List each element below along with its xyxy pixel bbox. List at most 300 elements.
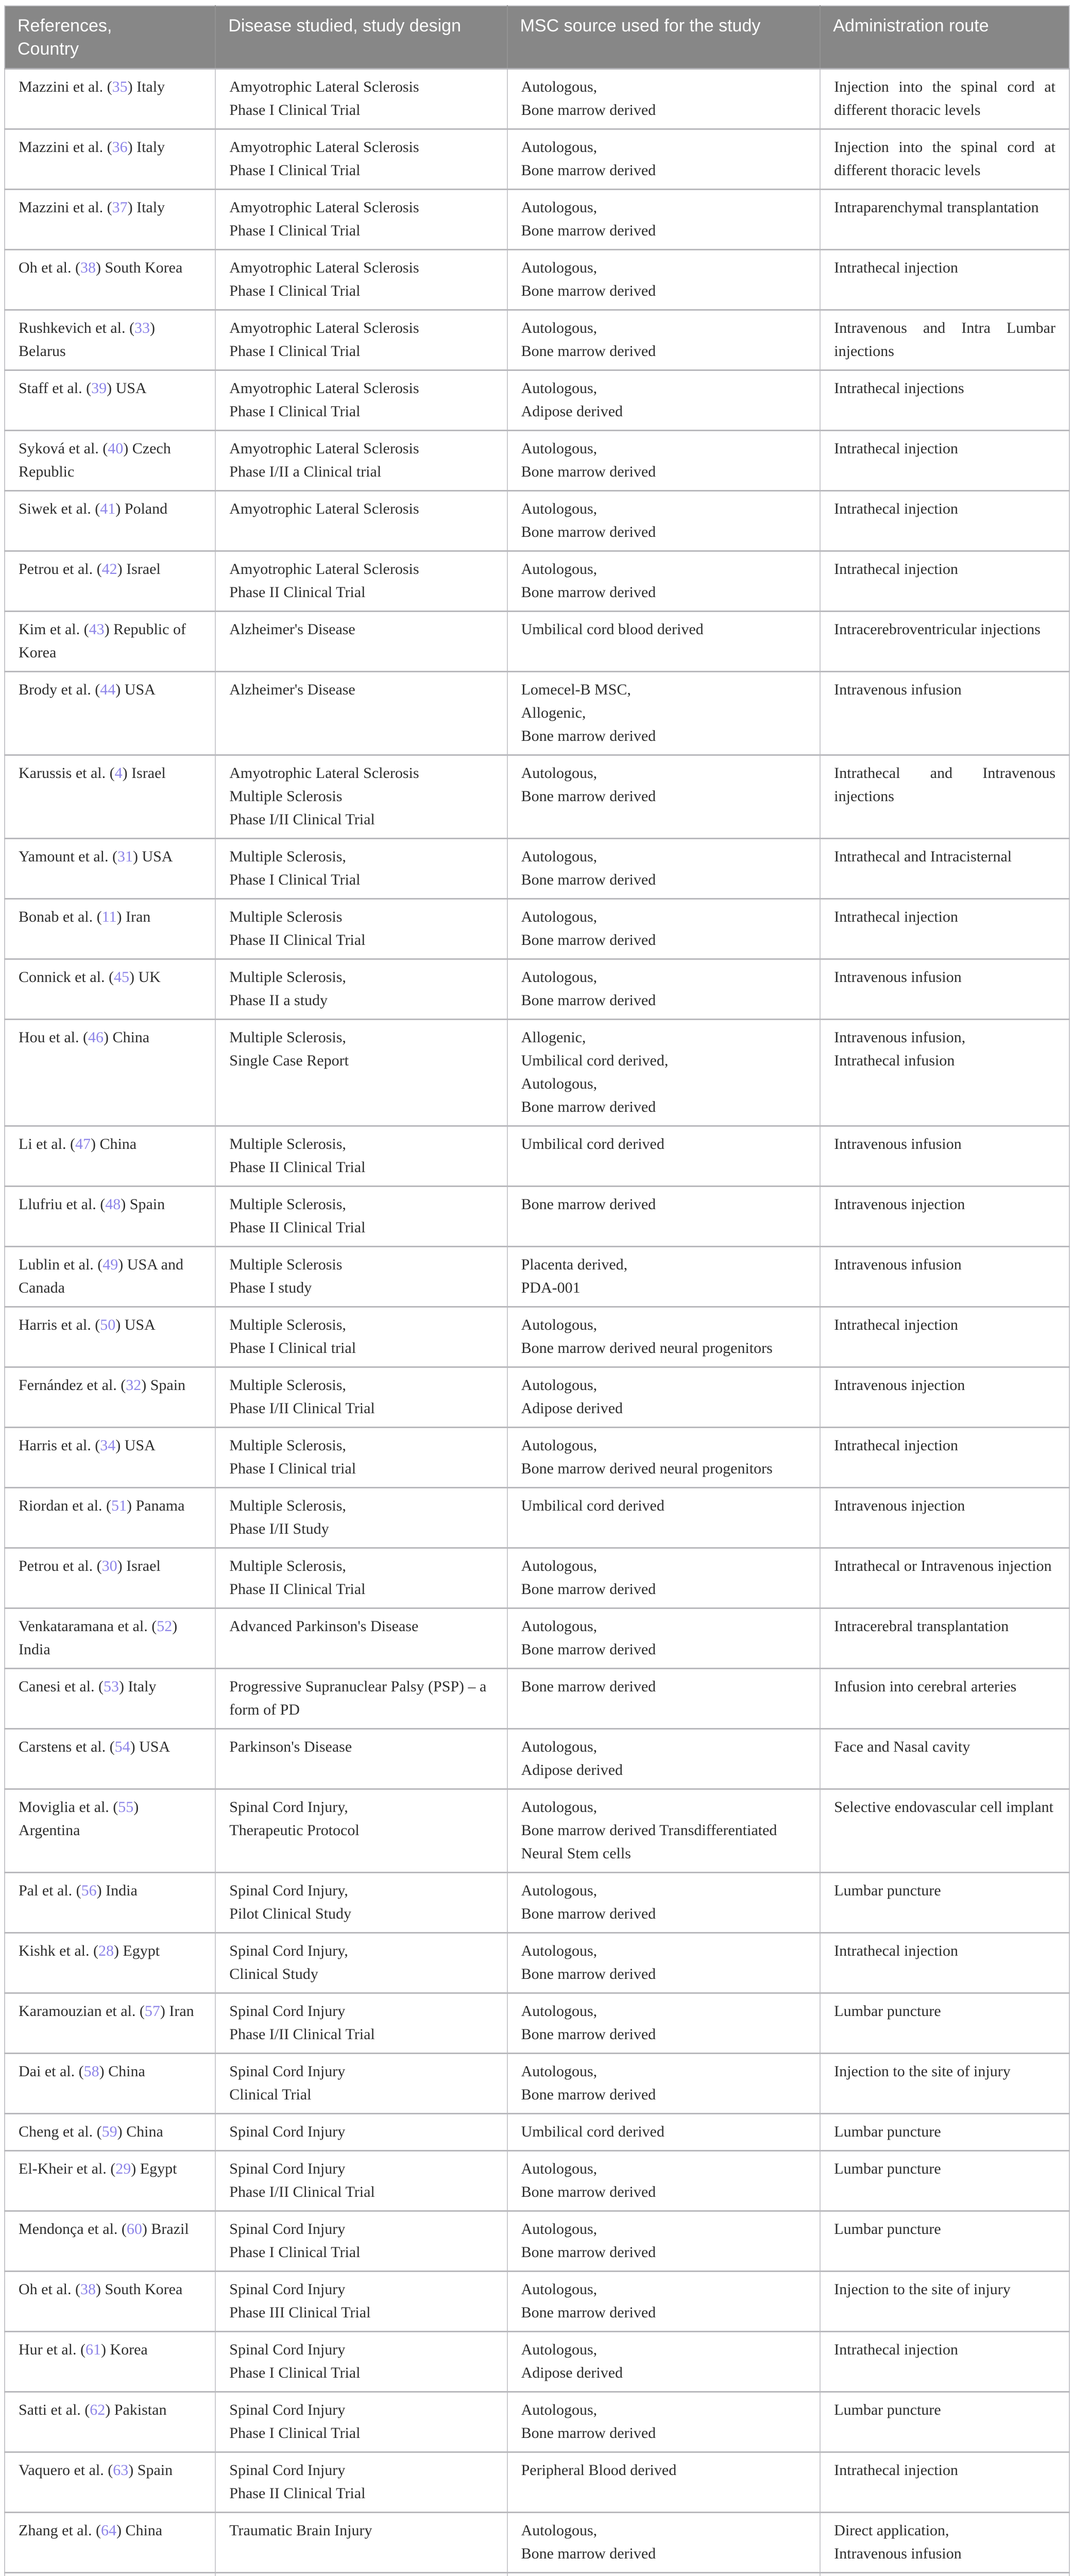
reference-country: ) Italy <box>128 139 165 156</box>
reference-line <box>19 2120 201 2143</box>
cell-msc-source <box>507 2211 821 2272</box>
cell-reference-country <box>5 2054 215 2114</box>
route-line: Intravenous injection <box>834 1193 1055 1216</box>
cell-reference-country <box>5 1789 215 1873</box>
reference-line <box>19 75 201 98</box>
table-row <box>5 1993 1069 2054</box>
reference-line <box>19 1735 201 1758</box>
reference-link[interactable]: 36 <box>112 139 128 156</box>
cell-reference-country <box>5 69 215 129</box>
cell-reference-country <box>5 1367 215 1428</box>
cell-msc-source <box>507 1608 821 1669</box>
disease-line: Phase I Clinical Trial <box>229 868 493 891</box>
source-line: Placenta derived, <box>521 1253 807 1276</box>
table-row <box>5 190 1069 250</box>
reference-link[interactable]: 63 <box>113 2462 128 2479</box>
disease-line: Pilot Clinical Study <box>229 1902 493 1925</box>
reference-line <box>19 1132 201 1156</box>
disease-line: Multiple Sclerosis, <box>229 965 493 989</box>
reference-link[interactable]: 42 <box>102 561 117 578</box>
reference-link[interactable]: 58 <box>84 2063 99 2080</box>
disease-line: Multiple Sclerosis, <box>229 1132 493 1156</box>
disease-line: Spinal Cord Injury <box>229 2120 493 2143</box>
cell-administration-route <box>820 1729 1069 1789</box>
disease-line: Phase I/II Clinical Trial <box>229 2180 493 2204</box>
cell-administration-route <box>820 1307 1069 1367</box>
reference-author: Harris et al. ( <box>19 1316 100 1333</box>
cell-msc-source <box>507 1729 821 1789</box>
cell-reference-country <box>5 1126 215 1187</box>
reference-country: ) USA <box>115 1437 156 1454</box>
cell-administration-route <box>820 2114 1069 2151</box>
cell-administration-route <box>820 2332 1069 2392</box>
reference-link[interactable]: 45 <box>114 969 129 986</box>
route-line: Intravenous infusion <box>834 1253 1055 1276</box>
reference-author: Vaquero et al. ( <box>19 2462 113 2479</box>
table-row <box>5 1307 1069 1367</box>
disease-line: Amyotrophic Lateral Sclerosis <box>229 557 493 581</box>
reference-country: ) China <box>116 2522 162 2539</box>
reference-country: ) China <box>104 1029 149 1046</box>
reference-line <box>19 2459 201 2482</box>
cell-disease-design <box>215 755 507 839</box>
reference-author: Karamouzian et al. ( <box>19 2003 145 2020</box>
source-line: Autologous, <box>521 135 807 159</box>
reference-link[interactable]: 54 <box>115 1738 130 1755</box>
cell-reference-country <box>5 959 215 1020</box>
reference-author: Cheng et al. ( <box>19 2123 102 2140</box>
source-line: Adipose derived <box>521 1397 807 1420</box>
reference-country: ) Spain <box>121 1196 165 1213</box>
reference-country: ) USA <box>107 380 147 397</box>
reference-link[interactable]: 30 <box>102 1557 117 1574</box>
reference-link[interactable]: 35 <box>112 78 128 95</box>
cell-msc-source <box>507 1548 821 1608</box>
cell-disease-design <box>215 612 507 672</box>
table-row <box>5 1020 1069 1126</box>
reference-author: Connick et al. ( <box>19 969 114 986</box>
reference-country: ) South Korea <box>96 2281 182 2298</box>
source-line: Bone marrow derived <box>521 520 807 544</box>
route-line: Intravenous infusion <box>834 678 1055 701</box>
source-line: Autologous, <box>521 905 807 928</box>
cell-reference-country <box>5 2452 215 2513</box>
reference-author: Venkataramana et al. ( <box>19 1618 157 1635</box>
cell-reference-country <box>5 1669 215 1729</box>
route-line: Intrathecal and Intracisternal <box>834 845 1055 868</box>
table-row <box>5 2272 1069 2332</box>
table-row <box>5 1367 1069 1428</box>
reference-line <box>19 2338 201 2361</box>
disease-line: Multiple Sclerosis, <box>229 845 493 868</box>
reference-author: Rushkevich et al. ( <box>19 319 134 336</box>
cell-reference-country <box>5 491 215 551</box>
disease-line: Phase II Clinical Trial <box>229 928 493 952</box>
reference-link[interactable]: 29 <box>115 2160 131 2177</box>
source-line: Lomecel-B MSC, <box>521 678 807 701</box>
disease-line: Multiple Sclerosis <box>229 785 493 808</box>
reference-author: Karussis et al. ( <box>19 765 115 782</box>
cell-reference-country <box>5 2151 215 2211</box>
reference-line <box>19 1374 201 1397</box>
reference-link[interactable]: 64 <box>101 2522 116 2539</box>
reference-link[interactable]: 52 <box>157 1618 172 1635</box>
cell-disease-design <box>215 250 507 310</box>
cell-msc-source <box>507 2392 821 2452</box>
table-row <box>5 959 1069 1020</box>
reference-country: ) Argentina <box>19 1799 139 1839</box>
source-line: Bone marrow derived <box>521 1902 807 1925</box>
header-label-line: Disease studied, study design <box>228 14 494 38</box>
cell-msc-source <box>507 1428 821 1488</box>
cell-disease-design <box>215 1367 507 1428</box>
reference-line <box>19 1879 201 1902</box>
route-line: Intrathecal injection <box>834 2338 1055 2361</box>
source-line: Bone marrow derived Transdifferentiated Neural Stem cells <box>521 1819 807 1865</box>
source-line: Bone marrow derived <box>521 1638 807 1661</box>
reference-country: ) Poland <box>115 500 167 517</box>
cell-administration-route <box>820 129 1069 190</box>
route-line: Intrathecal and Intravenous injections <box>834 761 1055 808</box>
source-line: Autologous, <box>521 1374 807 1397</box>
disease-line: Spinal Cord Injury <box>229 2398 493 2421</box>
disease-line: Phase I Clinical trial <box>229 1457 493 1480</box>
source-line: Adipose derived <box>521 2361 807 2384</box>
reference-link[interactable]: 48 <box>105 1196 121 1213</box>
source-line: Umbilical cord derived <box>521 2120 807 2143</box>
source-line: Bone marrow derived <box>521 785 807 808</box>
route-line: Intrathecal injection <box>834 437 1055 460</box>
source-line: Bone marrow derived <box>521 219 807 242</box>
reference-country: ) Egypt <box>131 2160 177 2177</box>
reference-link[interactable]: 11 <box>102 908 117 925</box>
reference-line <box>19 1434 201 1457</box>
cell-disease-design <box>215 1020 507 1126</box>
table-row <box>5 839 1069 899</box>
reference-link[interactable]: 4 <box>115 765 123 782</box>
reference-link[interactable]: 44 <box>100 681 115 698</box>
reference-author: Carstens et al. ( <box>19 1738 115 1755</box>
reference-author: Oh et al. ( <box>19 259 80 276</box>
cell-administration-route <box>820 2573 1069 2576</box>
source-line: Autologous, <box>521 2060 807 2083</box>
source-line: Bone marrow derived <box>521 868 807 891</box>
route-line: Intravenous infusion <box>834 2542 1055 2565</box>
reference-link[interactable]: 40 <box>108 440 123 457</box>
cell-administration-route <box>820 2054 1069 2114</box>
disease-line: Alzheimer's Disease <box>229 678 493 701</box>
cell-msc-source <box>507 2332 821 2392</box>
cell-msc-source <box>507 2114 821 2151</box>
reference-link[interactable]: 38 <box>80 2281 96 2298</box>
cell-reference-country <box>5 1873 215 1933</box>
route-line: Intrathecal injection <box>834 497 1055 520</box>
disease-line: Progressive Supranuclear Palsy (PSP) – a form of PD <box>229 1675 493 1721</box>
table-row <box>5 2151 1069 2211</box>
reference-link[interactable]: 53 <box>104 1678 119 1695</box>
table-row <box>5 612 1069 672</box>
reference-link[interactable]: 28 <box>98 1942 114 1959</box>
source-line: Bone marrow derived <box>521 928 807 952</box>
header-label-line: MSC source used for the study <box>520 14 808 38</box>
reference-link[interactable]: 47 <box>75 1136 91 1153</box>
reference-country: ) Pakistan <box>105 2401 166 2418</box>
reference-country: ) China <box>99 2063 145 2080</box>
source-line: Autologous, <box>521 2519 807 2542</box>
cell-disease-design <box>215 1729 507 1789</box>
route-line: Infusion into cerebral arteries <box>834 1675 1055 1698</box>
reference-country: ) Belarus <box>19 319 155 360</box>
cell-disease-design <box>215 672 507 755</box>
table-row <box>5 1548 1069 1608</box>
reference-line <box>19 1313 201 1336</box>
disease-line: Spinal Cord Injury <box>229 2217 493 2241</box>
source-line: Autologous, <box>521 377 807 400</box>
header-label-line: References, <box>18 14 202 38</box>
reference-link[interactable]: 32 <box>126 1377 141 1394</box>
cell-administration-route <box>820 899 1069 959</box>
disease-line: Phase I/II Clinical Trial <box>229 1397 493 1420</box>
reference-link[interactable]: 59 <box>102 2123 117 2140</box>
source-line: PDA-001 <box>521 1276 807 1299</box>
reference-country: ) India <box>19 1618 177 1658</box>
route-line: Intravenous infusion <box>834 1132 1055 1156</box>
cell-msc-source <box>507 672 821 755</box>
cell-msc-source <box>507 491 821 551</box>
cell-msc-source <box>507 1020 821 1126</box>
disease-line: Phase II Clinical Trial <box>229 1156 493 1179</box>
reference-link[interactable]: 57 <box>145 2003 160 2020</box>
reference-link[interactable]: 56 <box>81 1882 97 1899</box>
source-line: Bone marrow derived <box>521 2542 807 2565</box>
table-row <box>5 1126 1069 1187</box>
disease-line: Spinal Cord Injury, <box>229 1795 493 1819</box>
cell-reference-country <box>5 672 215 755</box>
reference-country: ) Iran <box>117 908 151 925</box>
reference-link[interactable]: 38 <box>80 259 96 276</box>
cell-msc-source <box>507 2573 821 2576</box>
disease-line: Phase I Clinical Trial <box>229 2361 493 2384</box>
cell-msc-source <box>507 1789 821 1873</box>
table-row <box>5 1428 1069 1488</box>
reference-line <box>19 1795 201 1842</box>
disease-line: Multiple Sclerosis, <box>229 1554 493 1578</box>
cell-msc-source <box>507 612 821 672</box>
source-line: Bone marrow derived neural progenitors <box>521 1336 807 1360</box>
cell-reference-country <box>5 1187 215 1247</box>
cell-reference-country <box>5 370 215 431</box>
route-line: Lumbar puncture <box>834 2398 1055 2421</box>
source-line: Autologous, <box>521 2278 807 2301</box>
reference-country: ) India <box>97 1882 138 1899</box>
route-line: Injection to the site of injury <box>834 2060 1055 2083</box>
reference-author: Lublin et al. ( <box>19 1256 103 1273</box>
cell-msc-source <box>507 2452 821 2513</box>
reference-line <box>19 196 201 219</box>
cell-disease-design <box>215 370 507 431</box>
reference-author: Fernández et al. ( <box>19 1377 126 1394</box>
reference-link[interactable]: 51 <box>111 1497 127 1514</box>
reference-line <box>19 1193 201 1216</box>
disease-line: Amyotrophic Lateral Sclerosis <box>229 256 493 279</box>
source-line: Autologous, <box>521 2157 807 2180</box>
source-line: Autologous, <box>521 1735 807 1758</box>
reference-country: ) Israel <box>123 765 166 782</box>
reference-link[interactable]: 34 <box>100 1437 115 1454</box>
reference-link[interactable]: 55 <box>118 1799 133 1816</box>
reference-country: ) Egypt <box>114 1942 160 1959</box>
cell-administration-route <box>820 1608 1069 1669</box>
table-row <box>5 1789 1069 1873</box>
cell-disease-design <box>215 2114 507 2151</box>
reference-country: ) UK <box>129 969 161 986</box>
route-line: Intrathecal injection <box>834 256 1055 279</box>
reference-link[interactable]: 50 <box>100 1316 115 1333</box>
cell-disease-design <box>215 69 507 129</box>
source-line: Adipose derived <box>521 400 807 423</box>
source-line: Bone marrow derived <box>521 1578 807 1601</box>
reference-link[interactable]: 61 <box>86 2341 101 2358</box>
reference-link[interactable]: 46 <box>88 1029 104 1046</box>
reference-link[interactable]: 37 <box>112 199 128 216</box>
reference-line <box>19 1026 201 1049</box>
reference-link[interactable]: 49 <box>103 1256 118 1273</box>
reference-author: Satti et al. ( <box>19 2401 90 2418</box>
cell-msc-source <box>507 310 821 370</box>
cell-msc-source <box>507 1126 821 1187</box>
column-header-references-country <box>5 6 215 69</box>
table-row <box>5 129 1069 190</box>
source-line: Umbilical cord derived <box>521 1494 807 1517</box>
cell-reference-country <box>5 1548 215 1608</box>
table-row <box>5 1187 1069 1247</box>
cell-msc-source <box>507 1933 821 1993</box>
cell-administration-route <box>820 2211 1069 2272</box>
reference-country: ) USA <box>130 1738 171 1755</box>
source-line: Bone marrow derived <box>521 724 807 748</box>
route-line: Intrathecal injection <box>834 557 1055 581</box>
route-line: Intravenous and Intra Lumbar injections <box>834 316 1055 363</box>
reference-line <box>19 135 201 159</box>
cell-administration-route <box>820 1020 1069 1126</box>
source-line: Adipose derived <box>521 1758 807 1782</box>
source-line: Autologous, <box>521 1939 807 1962</box>
cell-disease-design <box>215 2332 507 2392</box>
reference-author: El-Kheir et al. ( <box>19 2160 115 2177</box>
cell-msc-source <box>507 2151 821 2211</box>
cell-reference-country <box>5 1729 215 1789</box>
cell-reference-country <box>5 250 215 310</box>
cell-msc-source <box>507 1669 821 1729</box>
reference-line <box>19 845 201 868</box>
cell-administration-route <box>820 431 1069 491</box>
disease-line: Spinal Cord Injury <box>229 2060 493 2083</box>
cell-administration-route <box>820 1126 1069 1187</box>
cell-disease-design <box>215 1873 507 1933</box>
reference-line <box>19 2060 201 2083</box>
reference-link[interactable]: 31 <box>117 848 133 865</box>
reference-line <box>19 1494 201 1517</box>
reference-country: ) South Korea <box>96 259 182 276</box>
disease-line: Phase I Clinical Trial <box>229 159 493 182</box>
disease-line: Amyotrophic Lateral Sclerosis <box>229 761 493 785</box>
reference-country: ) USA and Canada <box>19 1256 183 1296</box>
cell-disease-design <box>215 2513 507 2573</box>
reference-line <box>19 761 201 785</box>
reference-link[interactable]: 43 <box>89 621 105 638</box>
reference-line <box>19 1675 201 1698</box>
route-line: Injection into the spinal cord at different thoracic levels <box>834 75 1055 122</box>
reference-country: ) USA <box>115 681 156 698</box>
cell-administration-route <box>820 1548 1069 1608</box>
disease-line: Phase II Clinical Trial <box>229 1578 493 1601</box>
source-line: Autologous, <box>521 2338 807 2361</box>
source-line: Autologous, <box>521 497 807 520</box>
cell-msc-source <box>507 839 821 899</box>
source-line: Autologous, <box>521 1434 807 1457</box>
source-line: Autologous, <box>521 1313 807 1336</box>
cell-administration-route <box>820 839 1069 899</box>
reference-author: Hur et al. ( <box>19 2341 86 2358</box>
source-line: Autologous, <box>521 845 807 868</box>
table-row <box>5 2513 1069 2573</box>
cell-reference-country <box>5 839 215 899</box>
cell-disease-design <box>215 2272 507 2332</box>
source-line: Autologous, <box>521 1554 807 1578</box>
route-line: Intrathecal infusion <box>834 1049 1055 1072</box>
cell-msc-source <box>507 1367 821 1428</box>
cell-administration-route <box>820 310 1069 370</box>
route-line: Intrathecal injection <box>834 1313 1055 1336</box>
disease-line: Spinal Cord Injury, <box>229 1879 493 1902</box>
table-row <box>5 2114 1069 2151</box>
cell-msc-source <box>507 959 821 1020</box>
cell-disease-design <box>215 899 507 959</box>
source-line: Bone marrow derived <box>521 581 807 604</box>
route-line: Injection to the site of injury <box>834 2278 1055 2301</box>
source-line: Bone marrow derived <box>521 2023 807 2046</box>
reference-link[interactable]: 33 <box>134 319 150 336</box>
reference-author: Siwek et al. ( <box>19 500 100 517</box>
route-line: Face and Nasal cavity <box>834 1735 1055 1758</box>
reference-link[interactable]: 41 <box>100 500 115 517</box>
reference-link[interactable]: 62 <box>90 2401 105 2418</box>
cell-msc-source <box>507 69 821 129</box>
table-row <box>5 899 1069 959</box>
source-line: Bone marrow derived <box>521 2241 807 2264</box>
disease-line: Amyotrophic Lateral Sclerosis <box>229 196 493 219</box>
table-row <box>5 491 1069 551</box>
source-line: Bone marrow derived <box>521 340 807 363</box>
cell-administration-route <box>820 2272 1069 2332</box>
disease-line: Spinal Cord Injury <box>229 2338 493 2361</box>
reference-country: ) China <box>91 1136 137 1153</box>
reference-link[interactable]: 60 <box>127 2221 142 2238</box>
reference-link[interactable]: 39 <box>91 380 107 397</box>
source-line: Bone marrow derived <box>521 279 807 302</box>
cell-administration-route <box>820 1187 1069 1247</box>
reference-country: ) Republic of Korea <box>19 621 186 661</box>
disease-line: Spinal Cord Injury, <box>229 1939 493 1962</box>
reference-country: ) Korea <box>101 2341 148 2358</box>
disease-line: Spinal Cord Injury <box>229 2459 493 2482</box>
source-line: Autologous, <box>521 437 807 460</box>
reference-line <box>19 557 201 581</box>
cell-disease-design <box>215 839 507 899</box>
source-line: Bone marrow derived <box>521 1095 807 1118</box>
source-line: Allogenic, <box>521 1026 807 1049</box>
reference-country: ) Spain <box>128 2462 173 2479</box>
